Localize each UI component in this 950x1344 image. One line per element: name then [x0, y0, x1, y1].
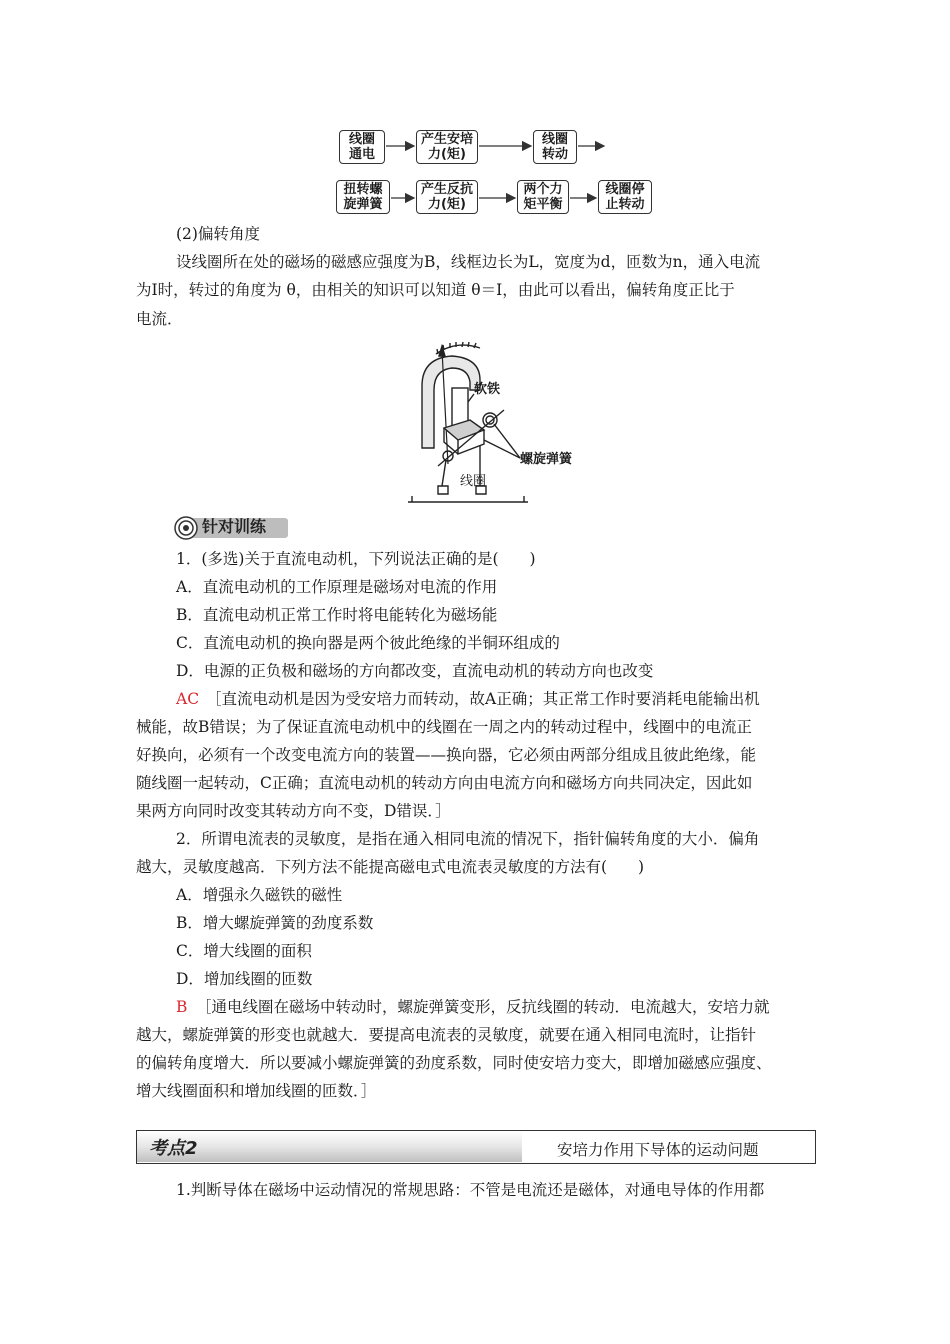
q1-option-b: B．直流电动机正常工作时将电能转化为磁场能 [176, 606, 498, 624]
label-soft-iron: 软铁 [474, 382, 501, 397]
q2-explain-1: ［通电线圈在磁场中转动时，螺旋弹簧变形，反抗线圈的转动．电流越大，安培力就 [196, 998, 770, 1016]
kaodian-title: 安培力作用下导体的运动问题 [557, 1141, 759, 1159]
q1-option-a: A．直流电动机的工作原理是磁场对电流的作用 [176, 578, 498, 596]
label-coil: 线圈 [460, 474, 487, 489]
flow-box-coil-stops: 线圈停 止转动 [598, 180, 652, 214]
q1-option-c: C．直流电动机的换向器是两个彼此绝缘的半铜环组成的 [176, 634, 560, 652]
q1-explain-3: 好换向，必须有一个改变电流方向的装置——换向器，它必须由两部分组成且彼此绝缘，能 [136, 746, 757, 764]
label-spring: 螺旋弹簧 [520, 452, 573, 467]
q1-explain-5: 果两方向同时改变其转动方向不变，D错误．］ [136, 802, 451, 820]
q2-option-d: D．增加线圈的匝数 [176, 970, 313, 988]
q1-explain-1: ［直流电动机是因为受安培力而转动，故A正确；其正常工作时要消耗电能输出机 [206, 690, 760, 708]
flow-box-ampere-force: 产生安培 力(矩) [416, 130, 478, 164]
q2-stem-2: 越大，灵敏度越高．下列方法不能提高磁电式电流表灵敏度的方法有( ) [136, 858, 645, 876]
section-para-2: 为I时，转过的角度为 θ，由相关的知识可以知道 θ＝I，由此可以看出，偏转角度正比于 [136, 281, 735, 299]
q1-explain-4: 随线圈一起转动，C正确；直流电动机的转动方向由电流方向和磁场方向共同决定，因此如 [136, 774, 753, 792]
flow-box-twist-spring: 扭转螺 旋弹簧 [336, 180, 390, 214]
q1-explain-2: 械能，故B错误；为了保证直流电动机中的线圈在一周之内的转动过程中，线圈中的电流正 [136, 718, 752, 736]
flow-box-resist-force: 产生反抗 力(矩) [416, 180, 478, 214]
q2-option-a: A．增强永久磁铁的磁性 [176, 886, 343, 904]
section-para-1: 设线圈所在处的磁场的磁感应强度为B，线框边长为L，宽度为d，匝数为n，通入电流 [176, 253, 761, 271]
galvanometer-drawing [408, 336, 588, 508]
q2-answer: B [176, 998, 188, 1016]
flow-box-coil-rotates: 线圈 转动 [533, 130, 577, 164]
q2-explain-2: 越大，螺旋弹簧的形变也就越大．要提高电流表的灵敏度，就要在通入相同电流时，让指针 [136, 1026, 757, 1044]
practice-banner-title: 针对训练 [202, 517, 267, 536]
q1-option-d: D．电源的正负极和磁场的方向都改变，直流电动机的转动方向也改变 [176, 662, 654, 680]
q1-answer: AC [176, 690, 200, 708]
section-para-3: 电流． [136, 310, 183, 328]
kaodian-header [136, 1130, 816, 1164]
q2-explain-3: 的偏转角度增大．所以要减小螺旋弹簧的劲度系数，同时使安培力变大，即增加磁感应强度、 [136, 1054, 772, 1072]
kaodian-para-1: 1.判断导体在磁场中运动情况的常规思路：不管是电流还是磁体，对通电导体的作用都 [176, 1181, 765, 1199]
flow-box-coil-energized: 线圈 通电 [339, 130, 385, 164]
q2-stem-1: 2．所谓电流表的灵敏度，是指在通入相同电流的情况下，指针偏转角度的大小．偏角 [176, 830, 760, 848]
flowchart [334, 126, 664, 216]
kaodian-tag: 考点2 [149, 1138, 198, 1159]
flow-box-torque-balance: 两个力 矩平衡 [517, 180, 569, 214]
q2-option-c: C．增大线圈的面积 [176, 942, 312, 960]
section-heading: (2)偏转角度 [176, 225, 260, 243]
practice-banner [172, 514, 292, 540]
q2-option-b: B．增大螺旋弹簧的劲度系数 [176, 914, 374, 932]
q1-stem: 1．(多选)关于直流电动机，下列说法正确的是( ) [176, 550, 536, 568]
q2-explain-4: 增大线圈面积和增加线圈的匝数．］ [136, 1082, 377, 1100]
galvanometer-figure [408, 336, 588, 508]
